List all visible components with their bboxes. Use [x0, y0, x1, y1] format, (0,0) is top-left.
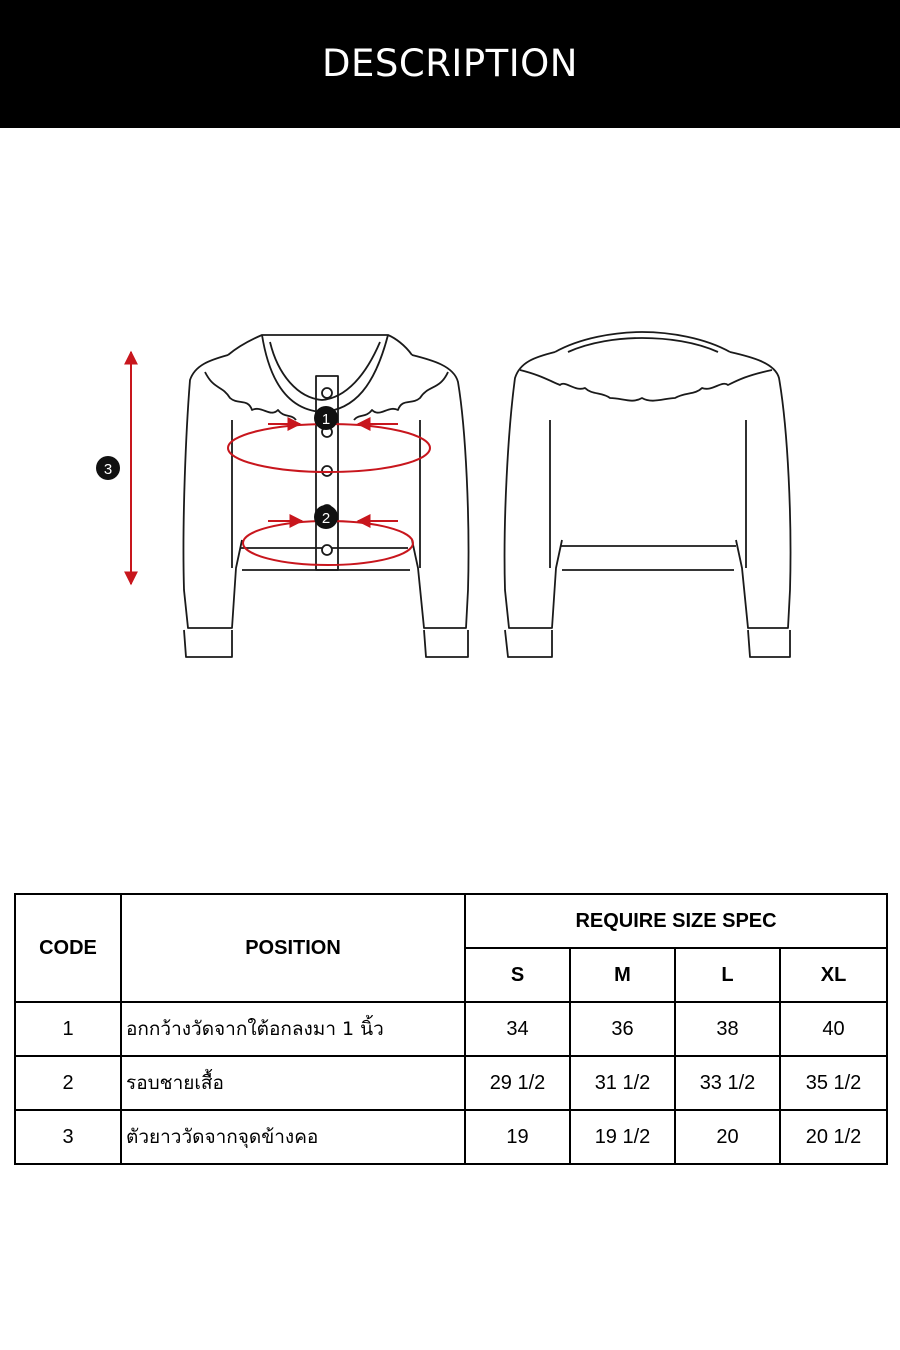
row-code: 2: [15, 1056, 121, 1110]
marker-3: [96, 456, 120, 480]
row-value-m: 31 1/2: [570, 1056, 675, 1110]
row-value-m: 36: [570, 1002, 675, 1056]
row-position: ตัวยาววัดจากจุดข้างคอ: [121, 1110, 465, 1164]
row-position: อกกว้างวัดจากใต้อกลงมา 1 นิ้ว: [121, 1002, 465, 1056]
size-header-l: L: [675, 948, 780, 1002]
size-header-s: S: [465, 948, 570, 1002]
code-header: CODE: [15, 894, 121, 1002]
marker-2: [314, 505, 338, 529]
measure-ellipses: [228, 424, 430, 565]
table-row: [15, 1002, 887, 1056]
row-value-s: 29 1/2: [465, 1056, 570, 1110]
row-code: 1: [15, 1002, 121, 1056]
measure-arrows: [131, 352, 398, 584]
row-value-s: 19: [465, 1110, 570, 1164]
back-view: [505, 332, 791, 657]
row-value-xl: 40: [780, 1002, 887, 1056]
row-value-xl: 20 1/2: [780, 1110, 887, 1164]
page-header: [0, 0, 900, 128]
row-value-m: 19 1/2: [570, 1110, 675, 1164]
back-body-outline: [505, 352, 562, 628]
row-code: 3: [15, 1110, 121, 1164]
row-value-s: 34: [465, 1002, 570, 1056]
row-position: รอบชายเสื้อ: [121, 1056, 465, 1110]
row-value-l: 20: [675, 1110, 780, 1164]
row-value-xl: 35 1/2: [780, 1056, 887, 1110]
size-header-m: M: [570, 948, 675, 1002]
svg-text:3: 3: [103, 461, 113, 478]
row-value-l: 38: [675, 1002, 780, 1056]
front-body-outline: [183, 355, 242, 628]
table-row: [15, 1056, 887, 1110]
svg-text:2: 2: [321, 510, 331, 527]
size-spec-table: [14, 893, 888, 1165]
position-header: POSITION: [121, 894, 465, 1002]
size-header-xl: XL: [780, 948, 887, 1002]
garment-diagram: [0, 300, 900, 680]
spec-header: REQUIRE SIZE SPEC: [465, 894, 887, 948]
table-row: [15, 1110, 887, 1164]
marker-1: [314, 406, 338, 430]
row-value-l: 33 1/2: [675, 1056, 780, 1110]
page-title: DESCRIPTION: [322, 41, 578, 85]
svg-text:1: 1: [321, 411, 331, 428]
front-view: [183, 335, 468, 657]
